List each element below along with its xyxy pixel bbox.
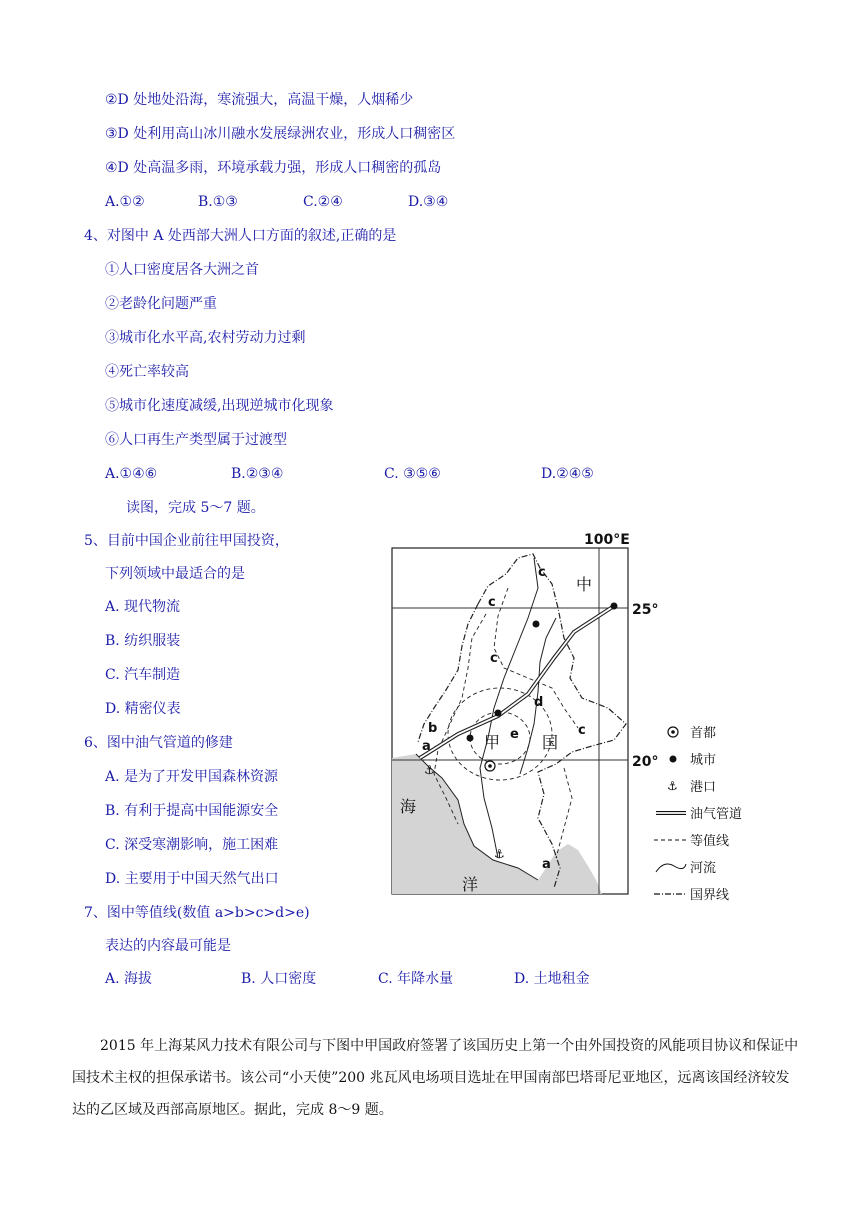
q3-option-c: C.②④ xyxy=(303,194,343,210)
label-zhong: 中 xyxy=(576,575,593,594)
q5-option-d: D. 精密仪表 xyxy=(105,701,181,717)
q3-option-b: B.①③ xyxy=(198,194,238,210)
q7-option-d: D. 土地租金 xyxy=(514,971,590,987)
contour-label: c xyxy=(538,565,546,580)
lat-20-label: 20° xyxy=(632,754,659,770)
legend-label: 河流 xyxy=(690,861,717,876)
label-hai: 海 xyxy=(400,797,417,816)
q4-item: ②老龄化问题严重 xyxy=(105,296,217,312)
q7-option-c: C. 年降水量 xyxy=(378,971,454,987)
q5-stem-cont: 下列领域中最适合的是 xyxy=(105,566,245,582)
port-icon: ⚓ xyxy=(424,763,435,777)
q7-stem: 7、图中等值线(数值 a>b>c>d>e) xyxy=(84,905,310,921)
passage-8-9: 2015 年上海某风力技术有限公司与下图中甲国政府签署了该国历史上第一个由外国投资的风能项目协议和保证中国技术主权的担保承诺书。该公司“小天使”200 兆瓦风电场项目选址在甲国南部巴塔哥尼亚地区，远离该国经济较发达的乙区域及西部高原地区。据此，完成 8～9 题。 xyxy=(72,1038,799,1118)
contour-label: e xyxy=(510,727,519,742)
label-guo: 国 xyxy=(542,733,559,752)
city-icon xyxy=(495,710,502,717)
q4-stem: 4、对图中 A 处西部大洲人口方面的叙述,正确的是 xyxy=(84,228,397,244)
q7-option-a: A. 海拔 xyxy=(105,971,153,987)
q4-option-c: C. ③⑤⑥ xyxy=(384,466,441,482)
q6-stem: 6、图中油气管道的修建 xyxy=(84,735,233,751)
legend-label: 首都 xyxy=(690,726,717,741)
q5-stem: 5、目前中国企业前往甲国投资， xyxy=(84,533,289,549)
label-jia: 甲 xyxy=(484,733,501,752)
legend-label: 等值线 xyxy=(690,834,730,849)
contour-label: c xyxy=(488,595,496,610)
q6-option-b: B. 有利于提高中国能源安全 xyxy=(105,803,279,819)
map-legend xyxy=(654,725,742,903)
legend-label: 油气管道 xyxy=(690,807,743,822)
q7-option-b: B. 人口密度 xyxy=(241,971,317,987)
city-icon xyxy=(670,756,677,763)
q3-item-4: ④D 处高温多雨，环境承载力强，形成人口稠密的孤岛 xyxy=(105,160,442,176)
lat-25-label: 25° xyxy=(632,602,659,618)
city-icon xyxy=(611,603,618,610)
q4-option-b: B.②③④ xyxy=(231,466,284,482)
q5-option-c: C. 汽车制造 xyxy=(105,667,181,683)
q4-item: ④死亡率较高 xyxy=(105,364,189,380)
q4-item: ①人口密度居各大洲之首 xyxy=(105,262,259,278)
q7-stem-cont: 表达的内容最可能是 xyxy=(105,938,231,954)
longitude-label: 100°E xyxy=(584,532,630,548)
port-icon: ⚓ xyxy=(494,847,505,861)
q4-item: ③城市化水平高,农村劳动力过剩 xyxy=(105,330,306,346)
q3-item-3: ③D 处利用高山冰川融水发展绿洲农业，形成人口稠密区 xyxy=(105,126,456,142)
legend-label: 港口 xyxy=(690,780,717,795)
label-yang: 洋 xyxy=(462,875,479,894)
q3-option-a: A.①② xyxy=(105,194,145,210)
myanmar-map xyxy=(388,528,788,908)
legend-label: 国界线 xyxy=(690,888,730,903)
q4-option-a: A.①④⑥ xyxy=(105,466,158,482)
q6-option-c: C. 深受寒潮影响，施工困难 xyxy=(105,837,279,853)
legend-label: 城市 xyxy=(690,753,717,768)
read-map-instruction: 读图，完成 5～7 题。 xyxy=(126,500,265,516)
contour-label: a xyxy=(542,857,551,872)
q6-option-a: A. 是为了开发甲国森林资源 xyxy=(105,769,279,785)
q5-option-a: A. 现代物流 xyxy=(105,599,181,615)
contour-label: d xyxy=(534,695,544,710)
contour-label: b xyxy=(428,721,438,736)
port-icon: ⚓ xyxy=(667,779,678,793)
q3-option-d: D.③④ xyxy=(408,194,449,210)
q6-option-d: D. 主要用于中国天然气出口 xyxy=(105,871,279,887)
contour-label: c xyxy=(490,651,498,666)
q4-item: ⑤城市化速度减缓,出现逆城市化现象 xyxy=(105,398,334,414)
q5-option-b: B. 纺织服装 xyxy=(105,633,181,649)
q4-item: ⑥人口再生产类型属于过渡型 xyxy=(105,432,287,448)
q4-option-d: D.②④⑤ xyxy=(541,466,594,482)
capital-icon-dot xyxy=(488,764,492,768)
river-icon xyxy=(656,864,686,872)
city-icon xyxy=(533,621,540,628)
contour-label: c xyxy=(578,723,586,738)
contour-label: a xyxy=(422,739,431,754)
city-icon xyxy=(467,735,474,742)
q3-item-2: ②D 处地处沿海，寒流强大，高温干燥，人烟稀少 xyxy=(105,92,414,108)
